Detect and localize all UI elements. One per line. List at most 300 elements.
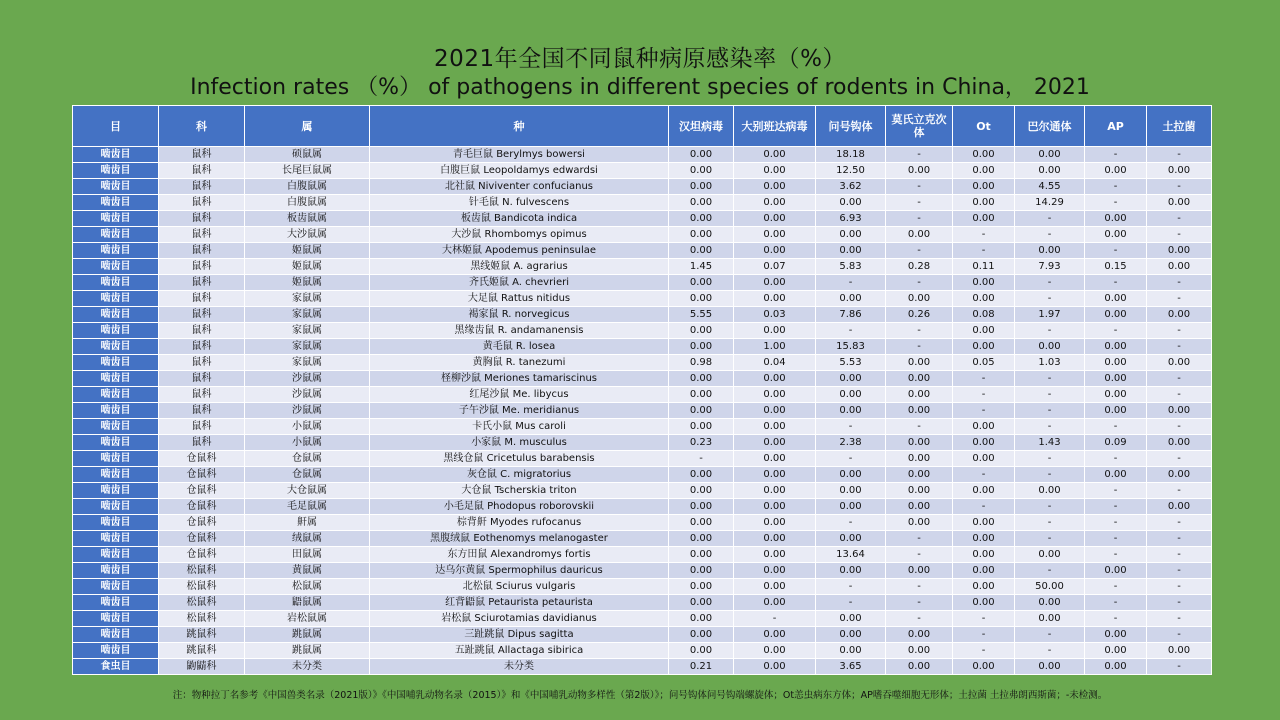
table-cell: 鼠科 [159,179,245,195]
table-cell: 0.00 [816,227,886,243]
table-cell: 0.00 [734,499,816,515]
table-cell: 0.00 [1085,355,1147,371]
table-cell: - [886,419,953,435]
table-row [73,371,1212,387]
table-cell: 0.00 [953,563,1015,579]
column-header: 土拉菌 [1147,106,1212,147]
table-cell: - [886,595,953,611]
table-cell: 田鼠属 [245,547,370,563]
table-cell: 鼠科 [159,163,245,179]
table-row [73,243,1212,259]
table-cell: 0.00 [734,163,816,179]
table-cell: 白腹鼠属 [245,195,370,211]
table-cell: - [816,579,886,595]
table-cell: 0.00 [816,499,886,515]
table-cell: 0.00 [734,371,816,387]
table-cell: - [1015,451,1085,467]
table-cell: 0.00 [886,483,953,499]
table-cell: 0.00 [1085,307,1147,323]
table-cell: 0.00 [816,643,886,659]
table-cell: 家鼠属 [245,355,370,371]
table-cell: - [1147,611,1212,627]
table-cell: 0.00 [816,611,886,627]
table-row [73,435,1212,451]
table-cell: 0.00 [734,483,816,499]
table-cell: 0.00 [953,435,1015,451]
table-cell: 0.00 [1147,435,1212,451]
table-cell: 15.83 [816,339,886,355]
table-cell: 黑缘齿鼠 R. andamanensis [370,323,669,339]
table-cell: - [1147,179,1212,195]
table-cell: - [1015,323,1085,339]
column-header: 种 [370,106,669,147]
table-cell: 黑腹绒鼠 Eothenomys melanogaster [370,531,669,547]
table-cell: - [1015,211,1085,227]
table-row [73,307,1212,323]
table-cell: 鼠科 [159,387,245,403]
table-cell: 0.00 [669,387,734,403]
table-cell: 跳鼠属 [245,643,370,659]
table-cell: 0.00 [953,323,1015,339]
table-cell: - [953,499,1015,515]
table-cell: 0.00 [953,595,1015,611]
table-cell: 0.00 [816,627,886,643]
table-cell: 鼠科 [159,339,245,355]
table-cell: 3.65 [816,659,886,675]
table-cell: 鼠科 [159,291,245,307]
table-cell: 啮齿目 [73,531,159,547]
table-cell: 仓鼠科 [159,515,245,531]
table-cell: 0.00 [1147,307,1212,323]
table-cell: - [816,275,886,291]
table-cell: 1.03 [1015,355,1085,371]
table-cell: - [1085,579,1147,595]
table-cell: 啮齿目 [73,147,159,163]
table-cell: 0.00 [669,371,734,387]
table-cell: 0.00 [886,403,953,419]
table-cell: 0.11 [953,259,1015,275]
table-cell: 鼠科 [159,323,245,339]
table-row [73,323,1212,339]
table-cell: 0.00 [734,435,816,451]
table-cell: 大仓鼠属 [245,483,370,499]
table-cell: 鼠科 [159,403,245,419]
table-row [73,531,1212,547]
table-cell: 鼠科 [159,195,245,211]
table-cell: 小毛足鼠 Phodopus roborovskii [370,499,669,515]
table-cell: - [816,451,886,467]
table-cell: 0.00 [953,531,1015,547]
table-row [73,627,1212,643]
table-cell: 0.00 [1085,563,1147,579]
table-cell: 0.00 [1085,643,1147,659]
table-cell: 鼠科 [159,275,245,291]
table-cell: 0.00 [816,243,886,259]
table-cell: 岩松鼠 Sciurotamias davidianus [370,611,669,627]
table-cell: 7.86 [816,307,886,323]
table-cell: - [1085,531,1147,547]
table-cell: 5.53 [816,355,886,371]
column-header: 目 [73,106,159,147]
table-cell: 啮齿目 [73,195,159,211]
table-row [73,387,1212,403]
table-cell: 家鼠属 [245,323,370,339]
table-cell: 黑线仓鼠 Cricetulus barabensis [370,451,669,467]
table-cell: - [1085,515,1147,531]
table-cell: 未分类 [370,659,669,675]
table-cell: 沙鼠属 [245,403,370,419]
table-cell: 0.00 [1015,547,1085,563]
table-cell: - [1085,323,1147,339]
table-cell: - [1015,291,1085,307]
table-cell: 6.93 [816,211,886,227]
table-cell: - [1147,451,1212,467]
table-cell: 0.00 [1085,371,1147,387]
table-cell: 0.00 [953,179,1015,195]
table-cell: - [953,611,1015,627]
table-cell: 18.18 [816,147,886,163]
table-cell: - [1147,547,1212,563]
table-cell: 跳鼠科 [159,643,245,659]
table-cell: - [953,467,1015,483]
table-cell: - [953,387,1015,403]
table-cell: 0.09 [1085,435,1147,451]
table-cell: 啮齿目 [73,643,159,659]
table-cell: 0.00 [669,291,734,307]
table-cell: 板齿鼠属 [245,211,370,227]
table-cell: 鼠科 [159,419,245,435]
table-cell: - [886,195,953,211]
table-cell: 0.00 [1015,611,1085,627]
table-cell: 齐氏姬鼠 A. chevrieri [370,275,669,291]
footnote: 注：物种拉丁名参考《中国兽类名录（2021版）》《中国哺乳动物名录（2015）》和《中国哺乳动物多样性（第2版）》；问号钩体问号钩端螺旋体；Ot恙虫病东方体；AP嗜吞噬细胞无形体；土拉菌 土拉弗朗西斯菌；-未检测。 [172,690,1108,701]
table-cell: 啮齿目 [73,307,159,323]
table-cell: 长尾巨鼠属 [245,163,370,179]
table-cell: 50.00 [1015,579,1085,595]
table-cell: 1.97 [1015,307,1085,323]
table-cell: - [1147,371,1212,387]
table-cell: 0.00 [816,403,886,419]
table-cell: 2.38 [816,435,886,451]
table-cell: 北社鼠 Niviventer confucianus [370,179,669,195]
table-cell: 0.00 [953,483,1015,499]
table-body [73,147,1212,675]
table-cell: 啮齿目 [73,579,159,595]
table-cell: 鼠科 [159,259,245,275]
table-cell: - [886,547,953,563]
table-cell: 啮齿目 [73,387,159,403]
table-cell: 0.00 [886,563,953,579]
table-cell: 0.00 [1085,227,1147,243]
table-cell: 0.00 [953,515,1015,531]
table-cell: 0.00 [669,515,734,531]
table-cell: 0.23 [669,435,734,451]
table-cell: 啮齿目 [73,163,159,179]
table-cell: 0.00 [734,627,816,643]
table-cell: 大沙鼠属 [245,227,370,243]
table-cell: 0.15 [1085,259,1147,275]
table-cell: - [1147,275,1212,291]
table-cell: 0.00 [953,147,1015,163]
table-cell: 0.00 [734,579,816,595]
table-cell: 1.45 [669,259,734,275]
table-cell: 0.00 [669,195,734,211]
table-cell: 0.00 [669,595,734,611]
table-cell: - [953,627,1015,643]
table-cell: - [886,323,953,339]
table-cell: 姬鼠属 [245,243,370,259]
table-cell: 12.50 [816,163,886,179]
table-cell: 0.00 [886,515,953,531]
table-cell: 啮齿目 [73,483,159,499]
table-cell: 0.00 [669,547,734,563]
table-row [73,195,1212,211]
table-cell: 0.00 [816,467,886,483]
table-cell: - [1147,483,1212,499]
table-cell: 红背鼯鼠 Petaurista petaurista [370,595,669,611]
infection-rate-table-container [72,105,1211,675]
table-cell: 毛足鼠属 [245,499,370,515]
table-cell: 啮齿目 [73,259,159,275]
table-cell: 啮齿目 [73,403,159,419]
table-cell: - [953,227,1015,243]
table-row [73,163,1212,179]
table-cell: - [1147,211,1212,227]
table-cell: 0.00 [953,419,1015,435]
table-cell: 0.00 [734,275,816,291]
table-cell: 东方田鼠 Alexandromys fortis [370,547,669,563]
table-cell: 啮齿目 [73,291,159,307]
table-cell: 绒鼠属 [245,531,370,547]
table-cell: 黄鼠属 [245,563,370,579]
table-cell: 板齿鼠 Bandicota indica [370,211,669,227]
table-cell: 啮齿目 [73,563,159,579]
table-cell: 鼾属 [245,515,370,531]
table-row [73,355,1212,371]
table-cell: 0.00 [953,291,1015,307]
table-cell: 0.00 [816,195,886,211]
table-cell: 0.00 [1015,483,1085,499]
column-header: 问号钩体 [816,106,886,147]
table-cell: - [886,147,953,163]
table-cell: - [1015,627,1085,643]
table-cell: 白腹巨鼠 Leopoldamys edwardsi [370,163,669,179]
table-cell: 柽柳沙鼠 Meriones tamariscinus [370,371,669,387]
table-cell: 0.00 [1147,243,1212,259]
table-cell: 0.00 [886,355,953,371]
table-cell: - [1147,227,1212,243]
table-cell: - [1147,627,1212,643]
table-cell: 0.04 [734,355,816,371]
table-cell: 3.62 [816,179,886,195]
table-cell: 0.00 [886,387,953,403]
table-cell: 仓鼠科 [159,451,245,467]
table-cell: 仓鼠科 [159,483,245,499]
table-cell: 0.00 [669,643,734,659]
table-cell: - [1147,563,1212,579]
table-cell: 0.00 [669,179,734,195]
table-cell: 0.00 [1015,163,1085,179]
table-cell: 0.00 [669,227,734,243]
table-cell: 小家鼠 M. musculus [370,435,669,451]
table-cell: 0.00 [734,387,816,403]
table-cell: 0.00 [886,435,953,451]
table-cell: 0.00 [669,163,734,179]
table-cell: 啮齿目 [73,419,159,435]
table-cell: 0.00 [816,371,886,387]
table-cell: 仓鼠科 [159,467,245,483]
table-cell: 0.00 [953,163,1015,179]
table-cell: - [1147,291,1212,307]
table-cell: 0.00 [734,659,816,675]
table-cell: 0.00 [734,147,816,163]
table-cell: - [1015,275,1085,291]
table-row [73,643,1212,659]
table-cell: 0.00 [734,195,816,211]
table-row [73,483,1212,499]
table-cell: 0.00 [1085,163,1147,179]
table-cell: 0.00 [886,163,953,179]
table-cell: 跳鼠属 [245,627,370,643]
table-row [73,579,1212,595]
table-cell: 0.00 [669,467,734,483]
table-cell: - [886,531,953,547]
table-cell: 0.00 [816,531,886,547]
table-cell: 0.00 [1015,147,1085,163]
table-cell: 0.00 [734,243,816,259]
table-cell: 14.29 [1015,195,1085,211]
table-cell: 啮齿目 [73,515,159,531]
table-cell: 未分类 [245,659,370,675]
table-cell: 0.00 [734,323,816,339]
table-cell: - [1085,547,1147,563]
table-cell: 大仓鼠 Tscherskia triton [370,483,669,499]
table-cell: 0.00 [953,579,1015,595]
column-header: 巴尔通体 [1015,106,1085,147]
table-cell: 0.00 [669,323,734,339]
table-cell: 啮齿目 [73,467,159,483]
table-row [73,275,1212,291]
table-cell: 0.00 [669,243,734,259]
table-row [73,147,1212,163]
table-cell: 三趾跳鼠 Dipus sagitta [370,627,669,643]
table-cell: - [816,595,886,611]
table-cell: 红尾沙鼠 Me. libycus [370,387,669,403]
table-cell: - [886,339,953,355]
column-header: 属 [245,106,370,147]
table-cell: 五趾跳鼠 Allactaga sibirica [370,643,669,659]
table-row [73,595,1212,611]
table-cell: - [953,403,1015,419]
column-header: Ot [953,106,1015,147]
table-cell: 姬鼠属 [245,259,370,275]
table-cell: - [1015,467,1085,483]
table-cell: 鼯鼠属 [245,595,370,611]
table-cell: 鼠科 [159,371,245,387]
table-cell: 子午沙鼠 Me. meridianus [370,403,669,419]
table-cell: - [669,451,734,467]
table-cell: 0.00 [953,451,1015,467]
table-cell: 小鼠属 [245,435,370,451]
table-cell: 松鼠属 [245,579,370,595]
table-row [73,547,1212,563]
table-cell: - [1147,595,1212,611]
table-cell: 鼠科 [159,355,245,371]
table-cell: 0.00 [953,211,1015,227]
table-cell: - [1085,595,1147,611]
table-cell: 0.00 [886,467,953,483]
table-cell: 鼠科 [159,243,245,259]
table-row [73,451,1212,467]
table-cell: - [1147,339,1212,355]
table-cell: 0.00 [734,419,816,435]
table-cell: 0.00 [734,211,816,227]
table-cell: - [734,611,816,627]
table-cell: - [1147,531,1212,547]
table-cell: - [886,611,953,627]
table-cell: - [816,323,886,339]
table-cell: - [1015,563,1085,579]
table-cell: 仓鼠科 [159,499,245,515]
table-cell: 5.55 [669,307,734,323]
table-cell: 0.00 [886,659,953,675]
table-cell: 啮齿目 [73,627,159,643]
table-cell: 硕鼠属 [245,147,370,163]
table-cell: 针毛鼠 N. fulvescens [370,195,669,211]
table-cell: 0.00 [1085,387,1147,403]
column-header: 大别班达病毒 [734,106,816,147]
table-cell: 0.00 [1085,291,1147,307]
table-cell: 鼠科 [159,227,245,243]
table-cell: - [1015,531,1085,547]
table-cell: 0.08 [953,307,1015,323]
table-cell: 0.00 [669,403,734,419]
table-cell: 0.05 [953,355,1015,371]
table-cell: 13.64 [816,547,886,563]
table-cell: 0.00 [1147,195,1212,211]
table-cell: - [1085,147,1147,163]
table-cell: - [816,419,886,435]
table-cell: - [1085,275,1147,291]
table-cell: - [1085,419,1147,435]
table-cell: 黑线姬鼠 A. agrarius [370,259,669,275]
table-cell: 啮齿目 [73,547,159,563]
table-cell: 0.00 [669,419,734,435]
table-cell: 0.00 [1085,627,1147,643]
table-cell: 白腹鼠属 [245,179,370,195]
table-cell: 达乌尔黄鼠 Spermophilus dauricus [370,563,669,579]
table-cell: 0.00 [816,563,886,579]
table-row [73,227,1212,243]
table-cell: 0.00 [1015,339,1085,355]
table-cell: 0.00 [1147,355,1212,371]
table-cell: 家鼠属 [245,307,370,323]
table-cell: 0.00 [1085,339,1147,355]
table-cell: 0.00 [1085,467,1147,483]
table-cell: 0.00 [1147,259,1212,275]
table-cell: 啮齿目 [73,451,159,467]
table-cell: 0.00 [886,627,953,643]
table-cell: 0.00 [953,547,1015,563]
table-cell: 鼠科 [159,307,245,323]
table-cell: - [1015,371,1085,387]
table-cell: 0.00 [734,291,816,307]
table-cell: 啮齿目 [73,339,159,355]
table-cell: - [1015,387,1085,403]
column-header: AP [1085,106,1147,147]
table-cell: 0.00 [734,451,816,467]
table-cell: 岩松鼠属 [245,611,370,627]
